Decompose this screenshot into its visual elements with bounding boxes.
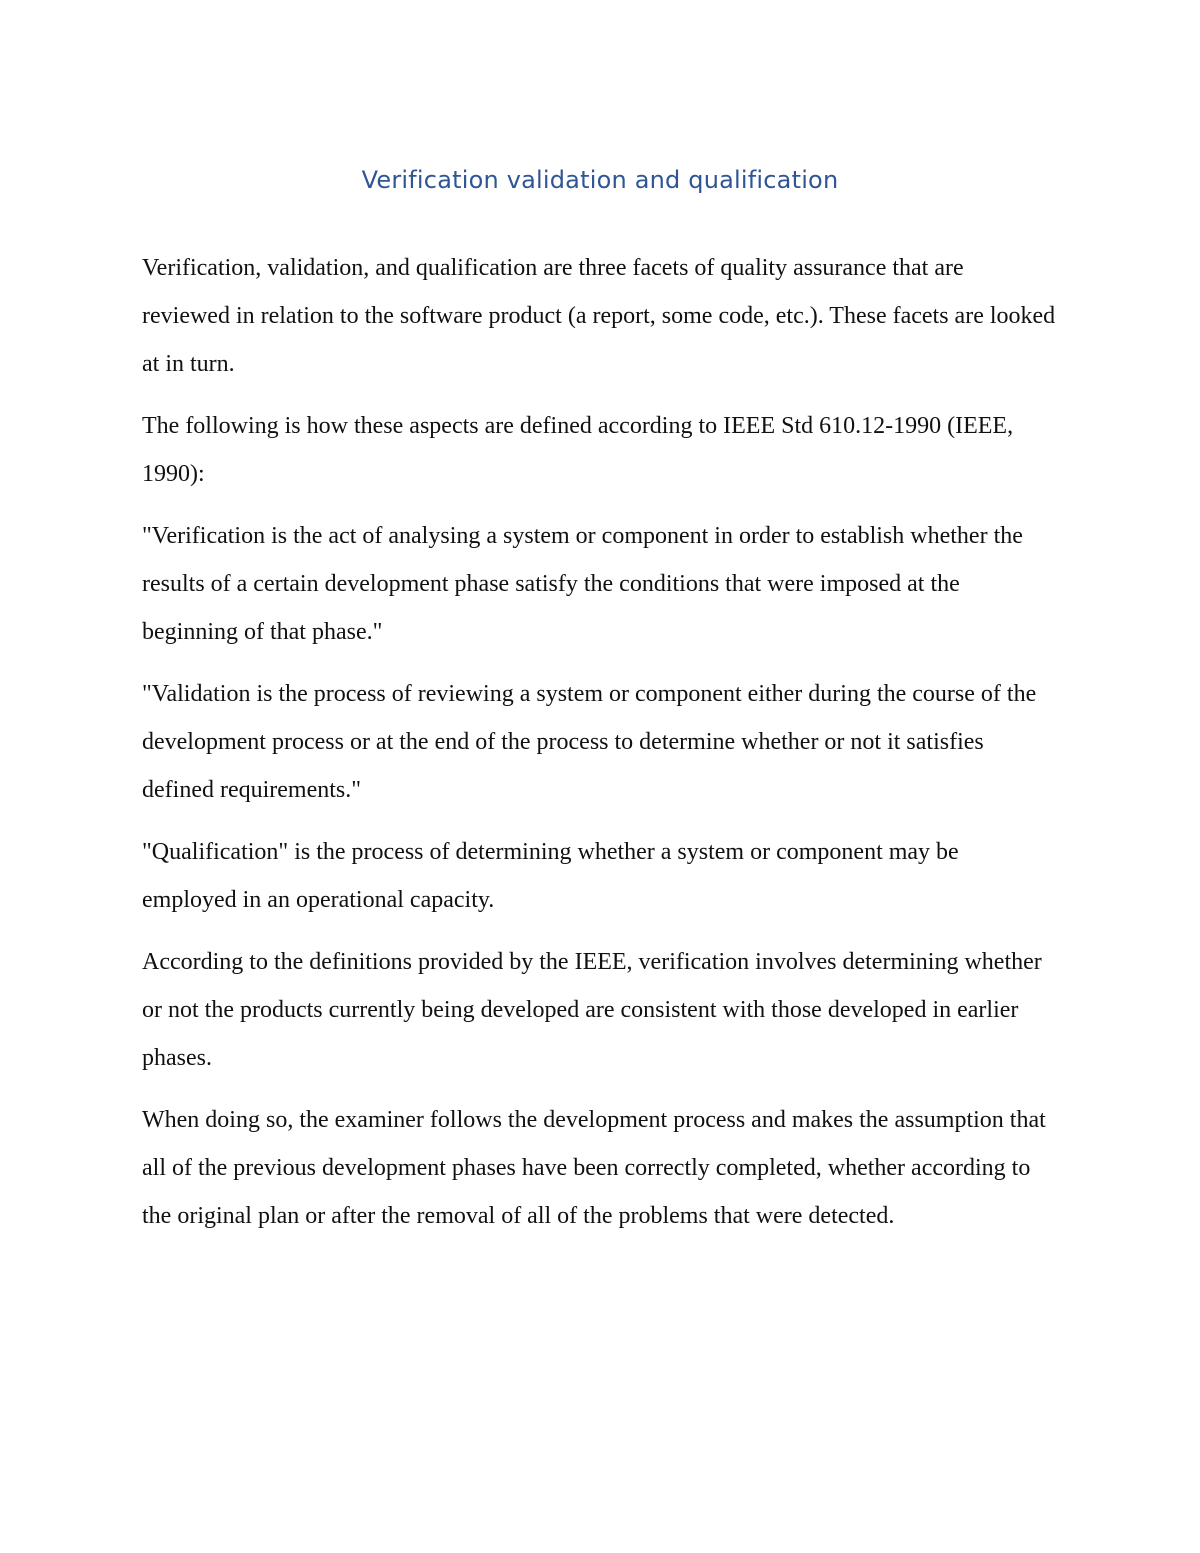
paragraph-qualification-definition: "Qualification" is the process of determining whether a system or component may be employed in an operational capacity. [142,839,959,913]
paragraph-verification-explained: According to the definitions provided by the IEEE, verification involves determining whether or not the products currently being developed are consistent with those developed in earlier phases. [142,949,1042,1071]
paragraph-intro: Verification, validation, and qualification are three facets of quality assurance that are reviewed in relation to the software product (a report, some code, etc.). These facets are looked at in turn. [142,255,1056,377]
paragraph-ieee-reference: The following is how these aspects are defined according to IEEE Std 610.12-1990 (IEEE, 1990): [142,413,1014,487]
paragraph-examiner-process: When doing so, the examiner follows the development process and makes the assumption that all of the previous development phases have been correctly completed, whether according to the original plan or after the removal of all of the problems that were detected. [142,1107,1046,1229]
paragraph-verification-definition: "Verification is the act of analysing a system or component in order to establish whether the results of a certain development phase satisfy the conditions that were imposed at the beginning of that phase." [142,523,1023,645]
document-title: Verification validation and qualification [361,166,839,194]
document-body [142,244,1057,1254]
paragraph-validation-definition: "Validation is the process of reviewing a system or component either during the course of the development process or at the end of the process to determine whether or not it satisfies defined requirements." [142,681,1037,803]
